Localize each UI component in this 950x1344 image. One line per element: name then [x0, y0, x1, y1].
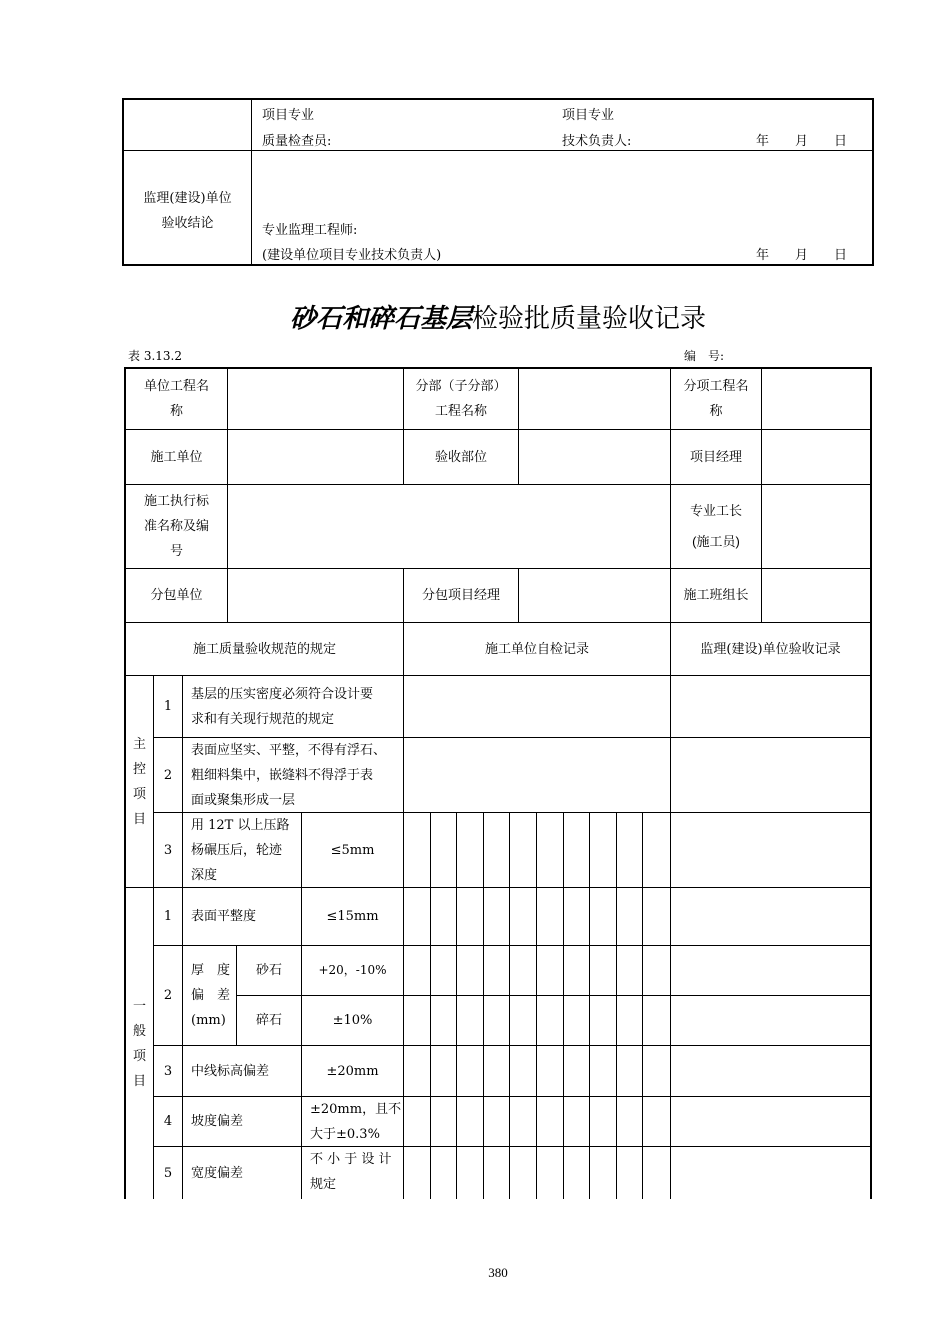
general-item-2-limit2: ±10%: [332, 1013, 373, 1028]
general-char-2: 般: [132, 1023, 146, 1039]
general-item-1-limit: ≤15mm: [326, 909, 379, 924]
supervision-conclusion-label-2: 验收结论: [161, 216, 214, 231]
main-item-3-limit: ≤5mm: [330, 842, 375, 858]
execution-standard-value[interactable]: [228, 485, 670, 568]
sub-project-name-value[interactable]: [519, 369, 670, 429]
general-item-5-limit: [302, 1147, 403, 1199]
self-check-column-header: 施工单位自检记录: [484, 641, 589, 657]
main-item-1-line1: 基层的压实密度必须符合设计要: [191, 686, 374, 702]
general-item-3-text: 中线标高偏差: [191, 1063, 270, 1079]
project-manager-label: 项目经理: [689, 449, 742, 465]
title-rest-part: 检验批质量验收记录: [472, 304, 707, 334]
spec-column-header: 施工质量验收规范的规定: [192, 641, 336, 657]
main-control-char-1: 主: [132, 736, 146, 752]
general-char-1: 一: [132, 998, 146, 1014]
general-item-1-number: 1: [163, 909, 173, 924]
general-item-1-text: 表面平整度: [191, 909, 257, 924]
main-control-char-3: 项: [132, 786, 146, 802]
general-item-2-sub2: 碎石: [255, 1013, 282, 1028]
item-project-label-line1: 分项工程名: [683, 379, 749, 394]
general-item-4-limit-line1: ±20mm，且不: [310, 1102, 402, 1117]
standard-label-line3: 号: [169, 544, 183, 559]
supervising-engineer-label: 专业监理工程师:: [262, 223, 358, 238]
serial-number-label: 编 号:: [684, 349, 725, 363]
main-item-2-line1: 表面应坚实、平整，不得有浮石、: [191, 742, 387, 758]
team-leader-label: 施工班组长: [683, 588, 749, 603]
sub-manager-value[interactable]: [519, 569, 670, 622]
main-item-2-self-check[interactable]: [404, 738, 670, 812]
main-item-2-text: [183, 738, 403, 812]
standard-label-line1: 施工执行标: [143, 494, 209, 509]
main-item-3-number: 3: [163, 842, 173, 858]
page-title: [0, 298, 950, 335]
main-item-2-number: 2: [163, 767, 173, 783]
supervision-column-header: 监理(建设)单位验收记录: [700, 641, 841, 657]
general-group-label: [126, 888, 153, 1199]
foreman-value[interactable]: [762, 485, 870, 568]
item-project-label-line2: 称: [709, 404, 723, 419]
main-item-1-supervision[interactable]: [671, 676, 870, 737]
main-item-2-line2: 粗细料集中，嵌缝料不得浮于表: [191, 767, 374, 783]
main-control-char-4: 目: [132, 811, 146, 827]
general-item-2-limit1: +20，-10%: [318, 963, 387, 977]
quality-inspector-label-2: 质量检查员:: [262, 134, 332, 149]
execution-standard-label: [126, 485, 227, 568]
sub-project-name-label: [404, 369, 518, 429]
client-tech-lead-label: (建设单位项目专业技术负责人): [262, 248, 442, 263]
main-item-1-self-check[interactable]: [404, 676, 670, 737]
page-number: 380: [488, 1265, 508, 1280]
quality-inspector-label-1: 项目专业: [262, 108, 315, 123]
tech-lead-label-2: 技术负责人:: [562, 134, 632, 149]
tech-lead-label-1: 项目专业: [562, 108, 615, 123]
unit-project-name-label: [126, 369, 227, 429]
general-item-2-line3: (mm): [191, 1013, 226, 1028]
unit-project-name-value[interactable]: [228, 369, 403, 429]
general-item-4-limit: [302, 1097, 403, 1146]
project-manager-value[interactable]: [762, 430, 870, 484]
main-item-2-line3: 面或聚集形成一层: [191, 792, 296, 808]
general-item-2-line2: 偏 差: [191, 988, 231, 1003]
general-item-2-sub1: 砂石: [255, 963, 282, 978]
general-char-4: 目: [132, 1073, 146, 1089]
general-item-5-limit-line2: 规定: [310, 1177, 337, 1192]
main-item-1-text: [183, 676, 403, 737]
main-item-2-supervision[interactable]: [671, 738, 870, 812]
main-item-3-text: [183, 813, 301, 887]
team-leader-value[interactable]: [762, 569, 870, 622]
foreman-label-line1: 专业工长: [689, 503, 742, 519]
unit-project-label-line1: 单位工程名: [143, 379, 209, 394]
item-project-name-label: [671, 369, 761, 429]
general-item-3-number: 3: [163, 1063, 173, 1079]
main-item-3-line2: 杨碾压后，轮迹: [191, 842, 283, 858]
main-control-group-label: [126, 676, 153, 887]
general-item-2-text: [183, 946, 236, 1045]
title-bold-part: 砂石和碎石基层: [289, 304, 472, 334]
table-number: 表 3.13.2: [128, 349, 182, 363]
main-item-3-line3: 深度: [191, 867, 218, 883]
supervision-conclusion-label-1: 监理(建设)单位: [143, 191, 232, 206]
construction-unit-label: 施工单位: [150, 449, 203, 465]
acceptance-part-label: 验收部位: [434, 449, 487, 465]
main-item-3-line1: 用 12T 以上压路: [191, 817, 290, 833]
general-item-5-text: 宽度偏差: [191, 1165, 244, 1181]
standard-label-line2: 准名称及编: [143, 519, 209, 534]
main-control-char-2: 控: [132, 761, 146, 777]
construction-unit-value[interactable]: [228, 430, 403, 484]
foreman-label: [671, 485, 761, 568]
subcontractor-label: 分包单位: [150, 588, 203, 603]
general-item-4-text: 坡度偏差: [191, 1114, 244, 1129]
foreman-label-line2: (施工员): [692, 533, 740, 549]
general-char-3: 项: [132, 1048, 146, 1064]
main-item-1-line2: 求和有关现行规范的规定: [191, 711, 335, 727]
subcontractor-value[interactable]: [228, 569, 403, 622]
date-row1: 年 月 日: [756, 134, 848, 149]
item-project-name-value[interactable]: [762, 369, 870, 429]
acceptance-part-value[interactable]: [519, 430, 670, 484]
general-item-5-limit-line1: 不 小 于 设 计: [310, 1152, 392, 1167]
main-item-1-number: 1: [163, 699, 173, 714]
sub-project-label-line1: 分部（子分部）: [415, 379, 507, 394]
general-item-3-limit: ±20mm: [326, 1063, 379, 1079]
general-item-4-limit-line2: 大于±0.3%: [310, 1127, 380, 1142]
date-row2: 年 月 日: [756, 248, 848, 263]
general-item-2-line1: 厚 度: [191, 963, 231, 978]
general-item-4-number: 4: [163, 1114, 173, 1129]
sub-project-label-line2: 工程名称: [434, 404, 487, 419]
unit-project-label-line2: 称: [169, 404, 183, 419]
general-item-5-number: 5: [163, 1165, 173, 1181]
sub-manager-label: 分包项目经理: [421, 588, 500, 603]
general-item-2-number: 2: [163, 988, 173, 1003]
